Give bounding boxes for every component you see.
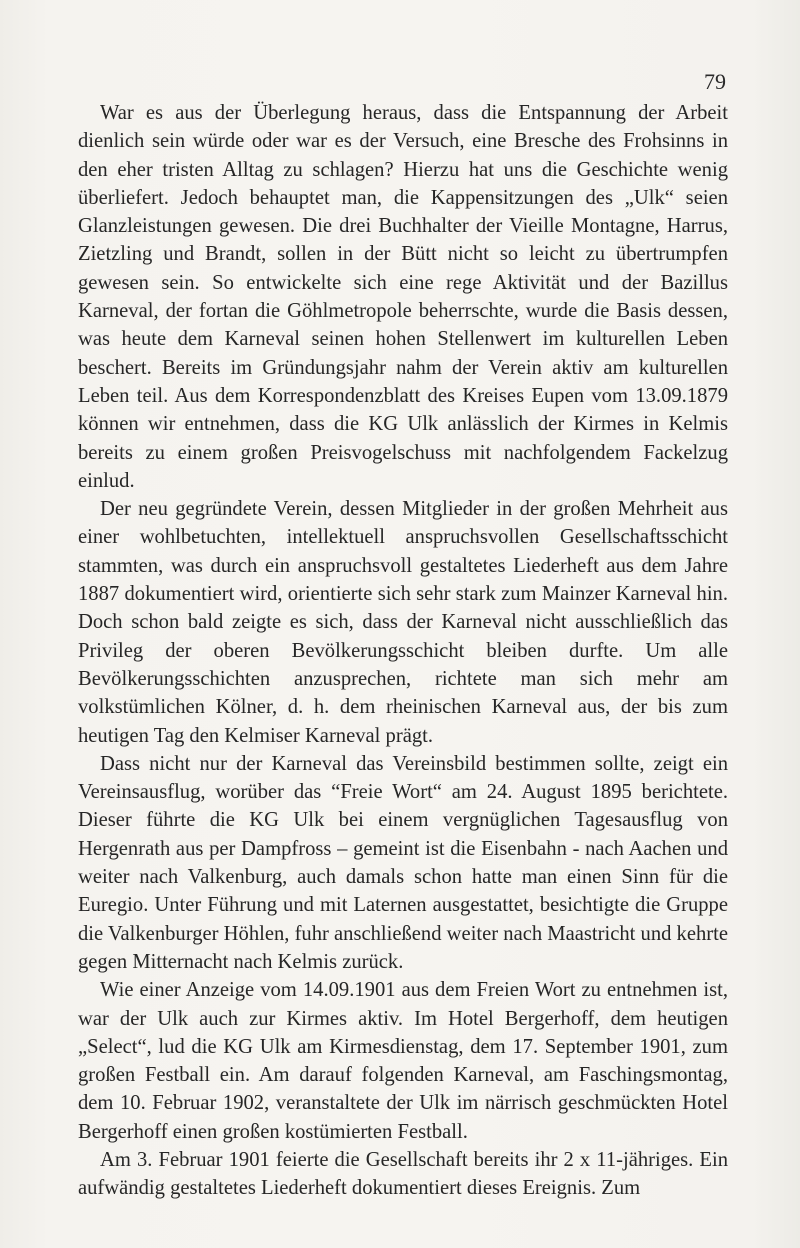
page-number: 79 xyxy=(704,69,726,94)
paragraph-1: War es aus der Überlegung heraus, dass die Entspannung der Arbeit dienlich sein würde oder war es der Versuch, eine Bresche des Frohsinns in den eher tristen Alltag zu schlagen? Hierzu hat uns die Geschichte wenig überliefert. Jedoch behauptet man, die Kappensitzungen des „Ulk“ seien Glanzleistungen gewesen. Die drei Buchhalter der Vieille Montagne, Harrus, Zietzling und Brandt, sollen in der Bütt nicht so leicht zu übertrumpfen gewesen sein. So entwickelte sich eine rege Aktivität und der Bazillus Karneval, der fortan die Göhlmetropole beherrschte, wurde die Basis dessen, was heute dem Karneval seinen hohen Stellenwert im kulturellen Leben beschert. Bereits im Gründungsjahr nahm der Verein aktiv am kulturellen Leben teil. Aus dem Korrespondenzblatt des Kreises Eupen vom 13.09.1879 können wir entnehmen, dass die KG Ulk anlässlich der Kirmes in Kelmis bereits zu einem großen Preisvogelschuss mit nachfolgendem Fackelzug einlud. xyxy=(78,102,728,492)
paragraph-4: Wie einer Anzeige vom 14.09.1901 aus dem Freien Wort zu entnehmen ist, war der Ulk auch zur Kirmes aktiv. Im Hotel Bergerhoff, dem heutigen „Select“, lud die KG Ulk am Kirmesdienstag, dem 17. September 1901, zum großen Festball ein. Am darauf folgenden Karneval, am Faschingsmontag, dem 10. Februar 1902, veranstaltete der Ulk im närrisch geschmückten Hotel Bergerhoff einen großen kostümierten Festball. xyxy=(78,979,728,1143)
paragraph-5: Am 3. Februar 1901 feierte die Gesellschaft bereits ihr 2 x 11-jähriges. Ein aufwändig gestaltetes Liederheft dokumentiert dieses Ereignis. Zum xyxy=(78,1148,728,1200)
paragraph-2: Der neu gegründete Verein, dessen Mitglieder in der großen Mehrheit aus einer wohlbetuchten, intellektuell anspruchsvollen Gesellschaftsschicht stammten, was durch ein anspruchsvoll gestaltetes Liederheft aus dem Jahre 1887 dokumentiert wird, orientierte sich sehr stark zum Mainzer Karneval hin. Doch schon bald zeigte es sich, dass der Karneval nicht ausschließlich das Privileg der oberen Bevölkerungsschicht bleiben durfte. Um alle Bevölkerungsschichten anzusprechen, richtete man sich mehr am volkstümlichen Kölner, d. h. dem rheinischen Karneval aus, der bis zum heutigen Tag den Kelmiser Karneval prägt. xyxy=(78,498,728,747)
text-body xyxy=(78,99,728,1203)
paragraph-3: Dass nicht nur der Karneval das Vereinsbild bestimmen sollte, zeigt ein Vereinsausflug, worüber das “Freie Wort“ am 24. August 1895 berichtete. Dieser führte die KG Ulk bei einem vergnüglichen Tagesausflug von Hergenrath aus per Dampfross – gemeint ist die Eisenbahn - nach Aachen und weiter nach Valkenburg, auch damals schon hatte man einen Sinn für die Euregio. Unter Führung und mit Laternen ausgestattet, besichtigte die Gruppe die Valkenburger Höhlen, fuhr anschließend weiter nach Maastricht und kehrte gegen Mitternacht nach Kelmis zurück. xyxy=(78,752,729,973)
